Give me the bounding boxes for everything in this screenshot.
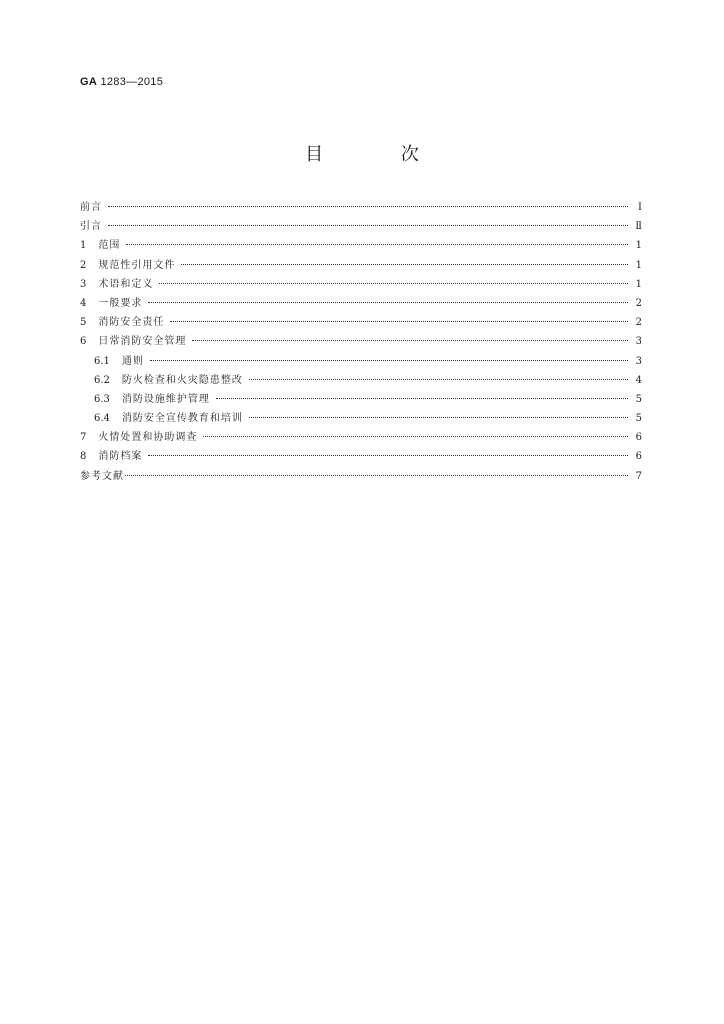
- toc-entry-page: 1: [635, 240, 642, 252]
- toc-entry-number: 7: [80, 432, 87, 444]
- toc-entry-8[interactable]: [80, 449, 642, 468]
- toc-entry-page: 6: [635, 432, 642, 444]
- toc-entry-label: 消防档案: [98, 451, 143, 463]
- toc-entry-label: 范围: [98, 240, 121, 252]
- toc-entry-label: 通则: [121, 355, 144, 367]
- toc-entry-6-1[interactable]: [80, 354, 642, 373]
- toc-entry-number: 6.4: [94, 413, 110, 425]
- dot-leader: [249, 417, 628, 418]
- table-of-contents: [80, 200, 642, 488]
- dot-leader: [148, 455, 628, 456]
- toc-entry-page: 4: [635, 374, 642, 386]
- toc-entry-page: Ⅰ: [638, 202, 642, 213]
- dot-leader: [108, 225, 628, 226]
- toc-entry-number: 8: [80, 451, 87, 463]
- toc-entry-label: 术语和定义: [98, 278, 154, 290]
- toc-entry-bibliography[interactable]: [80, 469, 642, 488]
- dot-leader: [192, 340, 628, 341]
- dot-leader: [216, 398, 628, 399]
- dot-leader: [203, 436, 628, 437]
- toc-entry-label: 一般要求: [98, 297, 143, 309]
- toc-entry-foreword[interactable]: [80, 200, 642, 219]
- toc-entry-label: 引言: [80, 221, 102, 233]
- toc-entry-page: 3: [635, 336, 642, 348]
- toc-entry-number: 4: [80, 297, 87, 309]
- toc-entry-6-2[interactable]: [80, 373, 642, 392]
- toc-entry-7[interactable]: [80, 430, 642, 449]
- toc-entry-label: 消防安全责任: [98, 317, 165, 329]
- toc-entry-label: 参考文献: [80, 470, 124, 482]
- toc-entry-number: 6.3: [94, 393, 110, 405]
- toc-entry-number: 2: [80, 259, 87, 271]
- dot-leader: [170, 321, 628, 322]
- toc-entry-5[interactable]: [80, 315, 642, 334]
- toc-entry-page: 3: [635, 355, 642, 367]
- toc-entry-number: 6.2: [94, 374, 110, 386]
- toc-entry-page: 1: [635, 278, 642, 290]
- toc-entry-label: 防火检查和火灾隐患整改: [121, 374, 243, 386]
- toc-entry-number: 6: [80, 336, 87, 348]
- dot-leader: [159, 283, 628, 284]
- toc-entry-introduction[interactable]: [80, 219, 642, 238]
- toc-entry-6-4[interactable]: [80, 411, 642, 430]
- toc-entry-3[interactable]: [80, 277, 642, 296]
- toc-entry-page: 5: [635, 413, 642, 425]
- toc-entry-4[interactable]: [80, 296, 642, 315]
- toc-entry-page: 6: [635, 451, 642, 463]
- toc-entry-1[interactable]: [80, 238, 642, 257]
- toc-entry-page: 2: [635, 297, 642, 309]
- toc-entry-number: 3: [80, 278, 87, 290]
- toc-entry-label: 规范性引用文件: [98, 259, 176, 271]
- dot-leader: [108, 206, 628, 207]
- dot-leader: [148, 302, 628, 303]
- toc-entry-page: 7: [635, 470, 642, 482]
- toc-entry-label: 火情处置和协助调查: [98, 432, 198, 444]
- toc-entry-6-3[interactable]: [80, 392, 642, 411]
- dot-leader: [249, 379, 628, 380]
- toc-entry-page: 5: [635, 393, 642, 405]
- toc-entry-page: Ⅱ: [635, 221, 642, 233]
- toc-entry-page: 2: [635, 317, 642, 329]
- standard-header: [80, 76, 163, 88]
- toc-entry-6[interactable]: [80, 334, 642, 353]
- toc-entry-label: 消防安全宣传教育和培训: [121, 413, 243, 425]
- toc-entry-label: 日常消防安全管理: [98, 336, 187, 348]
- dot-leader: [181, 264, 628, 265]
- toc-entry-number: 5: [80, 317, 87, 329]
- toc-entry-number: 1: [80, 240, 87, 252]
- toc-entry-label: 消防设施维护管理: [121, 393, 210, 405]
- dot-leader: [150, 360, 628, 361]
- toc-title: 目 次: [305, 144, 455, 165]
- standard-number: 1283—2015: [100, 76, 164, 88]
- dot-leader: [125, 475, 628, 476]
- standard-code: GA: [80, 76, 98, 88]
- toc-entry-number: 6.1: [94, 355, 110, 367]
- toc-entry-2[interactable]: [80, 258, 642, 277]
- toc-entry-label: 前言: [80, 202, 102, 213]
- toc-entry-page: 1: [635, 259, 642, 271]
- dot-leader: [126, 244, 628, 245]
